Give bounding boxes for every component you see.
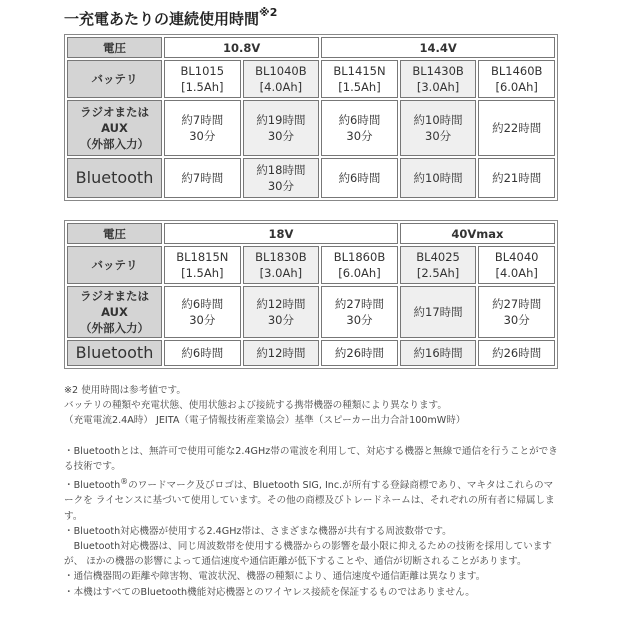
time-line: 約10時間: [413, 113, 463, 127]
radio-header: [67, 100, 162, 156]
footnote: バッテリの種類や充電状態、使用状態および接続する携帯機器の種類により異なります。: [64, 400, 447, 412]
radio-time-cell: [243, 286, 320, 338]
battery-model: BL1460B: [490, 64, 543, 78]
time-line: 約22時間: [492, 121, 542, 135]
battery-model: BL1015: [180, 64, 225, 78]
battery-capacity: [4.0Ah]: [495, 266, 538, 280]
radio-time-cell: [321, 286, 398, 338]
battery-header: バッテリ: [67, 246, 162, 284]
battery-capacity: [1.5Ah]: [181, 80, 224, 94]
time-line: 30分: [503, 313, 530, 327]
battery-row: [67, 60, 555, 98]
battery-cell: [243, 246, 320, 284]
page-title: [64, 6, 277, 29]
note-compatibility: ・本機はすべてのBluetooth機能対応機器とのワイヤレス接続を保証するものではありません。: [64, 586, 475, 598]
bluetooth-time-cell: 約6時間: [164, 340, 241, 366]
time-line: 30分: [189, 129, 216, 143]
radio-time-cell: [478, 100, 555, 156]
battery-model: BL4025: [416, 250, 460, 264]
radio-header: [67, 286, 162, 338]
time-line: 約6時間: [181, 297, 224, 311]
battery-model: BL1860B: [333, 250, 386, 264]
time-line: 30分: [346, 313, 373, 327]
bluetooth-time-cell: 約10時間: [400, 158, 477, 198]
bluetooth-time-cell: [243, 158, 320, 198]
radio-time-cell: [400, 286, 477, 338]
note-text: のワードマーク及びロゴは、Bluetooth SIG, Inc.が所有する登録商標であり、マキタはこれらのマークを ライセンスに基づいて使用しています。その他の商標及びトレードネームは、それぞれの所有者に帰属します。: [64, 480, 555, 522]
battery-capacity: [3.0Ah]: [259, 266, 303, 280]
bluetooth-time-cell: 約16時間: [400, 340, 477, 366]
voltage-cell: 40Vmax: [400, 223, 555, 244]
bluetooth-time-cell: 約21時間: [478, 158, 555, 198]
battery-cell: [243, 60, 320, 98]
bluetooth-time-cell: 約26時間: [321, 340, 398, 366]
time-line: 30分: [425, 129, 452, 143]
battery-model: BL1815N: [176, 250, 229, 264]
battery-capacity: [6.0Ah]: [495, 80, 538, 94]
time-line: 約18時間: [256, 163, 306, 177]
note-bluetooth-definition: ・Bluetoothとは、無許可で使用可能な2.4GHz帯の電波を利用して、対応する機器と無線で通信を行うことができる技術です。: [64, 445, 558, 472]
note-frequency: ・Bluetooth対応機器が使用する2.4GHz帯は、さまざまな機器が共有する周波数帯です。: [64, 525, 452, 537]
time-line: 30分: [189, 313, 216, 327]
bluetooth-time-cell: 約6時間: [321, 158, 398, 198]
radio-label-line: ラジオまたは: [80, 289, 149, 303]
time-line: 約27時間: [334, 297, 385, 311]
battery-model: BL1040B: [255, 64, 307, 78]
radio-label-line: （外部入力）: [80, 137, 149, 151]
battery-row: [67, 246, 555, 284]
time-line: 30分: [267, 129, 294, 143]
battery-capacity: [3.0Ah]: [416, 80, 460, 94]
radio-time-cell: [164, 100, 241, 156]
footnote: （充電電流2.4A時） JEITA（電子情報技術産業協会）基準（スピーカー出力合計100mW時）: [64, 415, 466, 427]
time-line: 約19時間: [256, 113, 306, 127]
notes: [64, 383, 558, 600]
bluetooth-time-cell: 約26時間: [478, 340, 555, 366]
runtime-table-2: [64, 220, 558, 369]
battery-cell: [164, 60, 241, 98]
battery-model: BL1830B: [255, 250, 307, 264]
radio-time-cell: [164, 286, 241, 338]
battery-cell: [478, 246, 555, 284]
battery-header: バッテリ: [67, 60, 162, 98]
time-line: 30分: [267, 313, 294, 327]
voltage-cell: 14.4V: [321, 37, 555, 58]
note-text: ・Bluetooth: [64, 480, 121, 492]
bluetooth-time-cell: 約12時間: [243, 340, 320, 366]
runtime-table-1: [64, 34, 558, 201]
voltage-header: 電圧: [67, 37, 162, 58]
battery-model: BL1415N: [333, 64, 386, 78]
voltage-header: 電圧: [67, 223, 162, 244]
bluetooth-header: Bluetooth: [67, 340, 162, 366]
battery-cell: [400, 246, 477, 284]
radio-time-cell: [478, 286, 555, 338]
battery-cell: [164, 246, 241, 284]
voltage-cell: 10.8V: [164, 37, 319, 58]
battery-capacity: [2.5Ah]: [416, 266, 460, 280]
battery-capacity: [1.5Ah]: [181, 266, 224, 280]
voltage-cell: 18V: [164, 223, 398, 244]
time-line: 約12時間: [256, 297, 306, 311]
radio-time-cell: [400, 100, 477, 156]
note-distance: ・通信機器間の距離や障害物、電波状況、機器の種類により、通信速度や通信距離は異なります。: [64, 571, 486, 583]
time-line: 約27時間: [492, 297, 542, 311]
battery-model: BL4040: [494, 250, 539, 264]
radio-time-cell: [321, 100, 398, 156]
radio-label-line: （外部入力）: [80, 321, 149, 335]
battery-cell: [321, 60, 398, 98]
title-text: 一充電あたりの連続使用時間: [64, 10, 260, 28]
radio-label-line: AUX: [101, 305, 128, 319]
radio-label-line: ラジオまたは: [80, 105, 149, 119]
time-line: 30分: [267, 179, 294, 193]
bluetooth-row: [67, 340, 555, 366]
battery-capacity: [1.5Ah]: [338, 80, 381, 94]
radio-label-line: AUX: [101, 121, 128, 135]
bluetooth-time-cell: 約7時間: [164, 158, 241, 198]
battery-cell: [400, 60, 477, 98]
battery-capacity: [4.0Ah]: [259, 80, 303, 94]
battery-cell: [321, 246, 398, 284]
time-line: 約17時間: [413, 305, 463, 319]
voltage-row: [67, 37, 555, 58]
radio-row: [67, 100, 555, 156]
note-interference: Bluetooth対応機器は、同じ周波数帯を使用する機器からの影響を最小限に抑えるための技術を採用していますが、 ほかの機器の影響によって通信速度や通信距離が低下することや、通信が切断されることがあります。: [64, 541, 552, 568]
radio-row: [67, 286, 555, 338]
bluetooth-row: [67, 158, 555, 198]
time-line: 約7時間: [181, 113, 224, 127]
title-footnote-mark: ※2: [259, 6, 278, 19]
voltage-row: [67, 223, 555, 244]
battery-model: BL1430B: [412, 64, 464, 78]
time-line: 30分: [346, 129, 373, 143]
bluetooth-header: Bluetooth: [67, 158, 162, 198]
time-line: 約6時間: [338, 113, 381, 127]
note-trademark: [64, 474, 558, 524]
battery-cell: [478, 60, 555, 98]
registered-mark: ®: [120, 477, 129, 487]
footnote: ※2 使用時間は参考値です。: [64, 385, 186, 396]
battery-capacity: [6.0Ah]: [338, 266, 381, 280]
radio-time-cell: [243, 100, 320, 156]
